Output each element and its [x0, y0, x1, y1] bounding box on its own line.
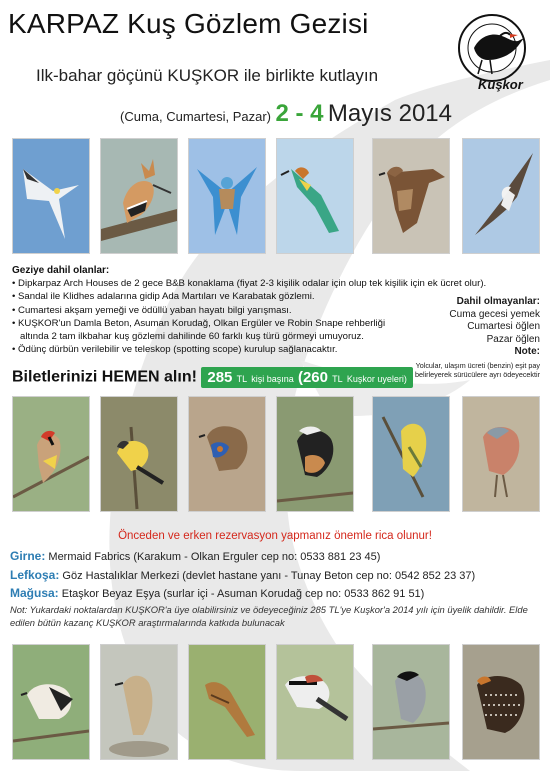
photo-hoopoe	[100, 138, 178, 254]
included-item: • Dipkarpaz Arch Houses de 2 gece B&B konaklama (fiyat 2-3 kişilik odalar için olup tek kişilik için ek ücret olur).	[12, 278, 487, 290]
contact-city: Lefkoşa:	[10, 567, 60, 582]
note-heading: Note:	[514, 346, 540, 358]
subtitle: Ilk-bahar göçünü KUŞKOR ile birlikte kutlayın	[36, 66, 379, 85]
price-badge	[201, 367, 413, 388]
contact-row	[10, 585, 475, 604]
ticket-row	[12, 367, 413, 388]
ticket-label: Biletlerinizi HEMEN alın!	[12, 368, 197, 386]
logo-name: Kuşkor	[478, 77, 523, 92]
not-included-section	[400, 296, 540, 379]
included-item: • Cumartesi akşam yemeği ve ödüllü yaban hayatı bilgi yarışması.	[12, 304, 292, 316]
photo-serin	[372, 396, 450, 512]
event-month-year: Mayıs 2014	[327, 100, 452, 127]
not-included-item: Cuma gecesi yemek	[449, 308, 540, 320]
photo-isabelline-wheatear	[100, 644, 178, 760]
not-included-heading: Dahil olmayanlar:	[456, 296, 540, 307]
contact-city: Mağusa:	[10, 586, 59, 600]
membership-footnote: Not: Yukardaki noktalardan KUŞKOR'a üye olabilirsiniz ve ödeyeceğiniz 285 TL'ye Kuşkor'a 2014 yılı için üyelik dahildir. Elde edilen bütün kazanç KUŞKOR araştırmalarında katkıda bulunacak	[10, 604, 528, 628]
photo-francolin	[462, 644, 540, 760]
price-unit: TL	[236, 374, 248, 384]
price-note: kişi başına	[251, 374, 294, 384]
page-title: KARPAZ Kuş Gözlem Gezisi	[8, 8, 369, 39]
member-price-note: Kuşkor uyeleri)	[346, 374, 407, 384]
photo-buzzard	[372, 138, 450, 254]
photo-cuckoo	[188, 644, 266, 760]
contact-detail: Göz Hastalıklar Merkezi (devlet hastane yanı - Tunay Beton cep no: 0542 852 23 37)	[62, 569, 476, 582]
included-item: • KUŞKOR'un Damla Beton, Asuman Korudağ, Olkan Ergüler ve Robin Snape rehberliği altında 2 tam ilkbahar kuş gözlemi dahilinde 60 farklı kuş türü görmeyi umuyoruz.	[12, 317, 386, 343]
included-item: • Ödünç dürbün verilebilir ve teleskop (spotting scope) kurulup sağlanacaktır.	[12, 344, 338, 356]
event-date-range: 2 - 4	[275, 100, 324, 127]
not-included-item: Cumartesi öğlen	[467, 321, 540, 333]
photo-roller	[188, 138, 266, 254]
member-price: (260	[297, 369, 328, 386]
photo-shrike	[276, 644, 354, 760]
contact-detail: Etaşkor Beyaz Eşya (surlar içi - Asuman Korudağ cep no: 0533 862 91 51)	[61, 588, 425, 600]
photo-cyprus-wheatear	[276, 396, 354, 512]
contact-city: Girne:	[10, 549, 46, 563]
price-value: 285	[207, 369, 233, 386]
photo-warbler	[372, 644, 450, 760]
included-heading: Geziye dahil olanlar:	[12, 265, 110, 276]
photo-bee-eater	[276, 138, 354, 254]
event-dates	[120, 100, 452, 128]
reservation-warning: Önceden ve erken rezervasyon yapmanız önemle rica olunur!	[118, 530, 432, 542]
kuskor-logo	[452, 8, 544, 96]
photo-osprey	[462, 138, 540, 254]
photo-bunting	[462, 396, 540, 512]
member-price-unit: TL	[332, 374, 343, 384]
photo-wheatear	[12, 644, 90, 760]
included-item: • Sandal ile Klidhes adalarına gidip Ada Martıları ve Karabatak gözlemi.	[12, 291, 315, 303]
contact-row	[10, 548, 475, 567]
note-text: Yolcular, ulaşım ücreti (benzin) eşit pay belirleyerek sürücülere ayrı ödeyecektir	[414, 360, 540, 379]
photo-bluethroat	[188, 396, 266, 512]
contact-row	[10, 567, 475, 586]
photo-goldfinch	[12, 396, 90, 512]
not-included-item: Pazar öğlen	[486, 333, 540, 345]
contacts-section	[10, 548, 475, 604]
photo-gull	[12, 138, 90, 254]
contact-detail: Mermaid Fabrics (Karakum - Olkan Erguler cep no: 0533 881 23 45)	[48, 551, 381, 563]
photo-yellow-wagtail	[100, 396, 178, 512]
event-days: (Cuma, Cumartesi, Pazar)	[120, 109, 271, 124]
